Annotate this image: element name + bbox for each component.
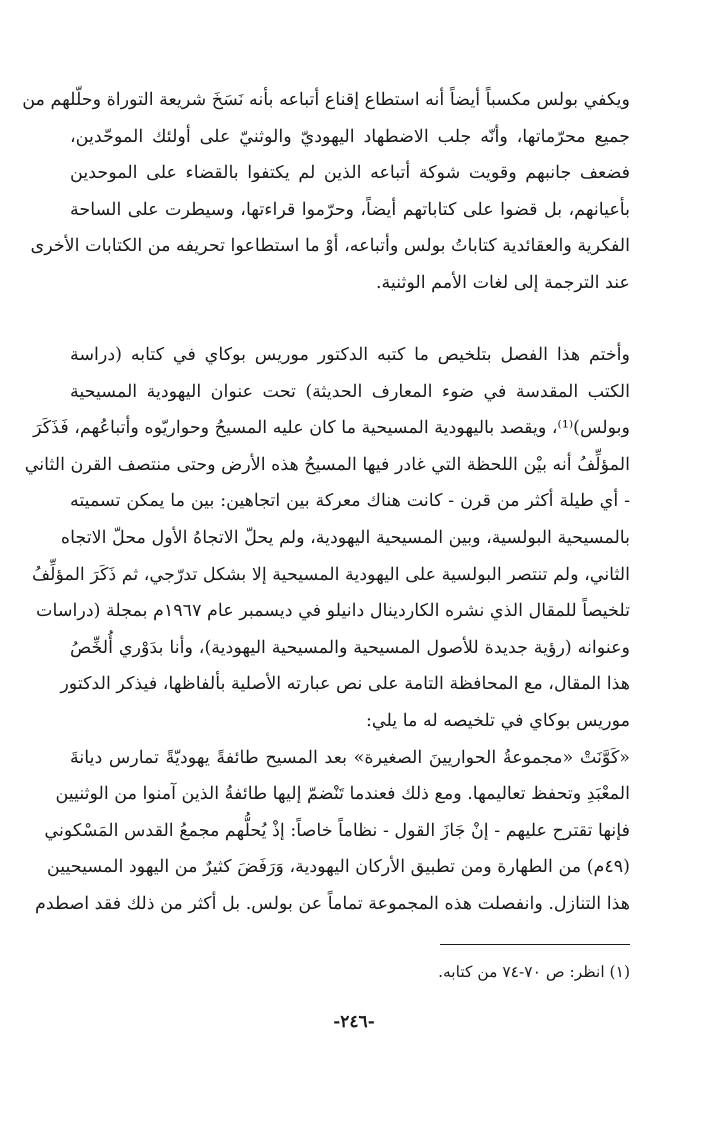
quote-line: فإنها تقترح عليهم - إنْ جَازَ القول - نظاماً خاصاً: إذْ يُحلُّهم مجمعُ القدس المَسْكوني [44,820,630,841]
paragraph-line: جميع محرّماتها، وأنّه جلب الاضطهاد اليهوديّ والوثنيّ على أولئك الموحّدين، [70,126,630,147]
paragraph-line: وعنوانه (رؤية جديدة للأصول المسيحية والمسيحية اليهودية)، وأنا بدَوْري أُلخِّصُ [70,637,630,658]
paragraph-line: بأعيانهم، بل قضوا على كتاباتهم أيضاً، وحرّموا قراءتها، وسيطرت على الساحة [70,199,630,220]
paragraph-line: موريس بوكاي في تلخيصه له ما يلي: [365,710,630,731]
quote-line: «كَوَّنَتْ «مجموعةُ الحواريينَ الصغيرة» بعد المسيح طائفةً يهوديّةً تمارس ديانةَ [70,747,630,768]
quote-line: هذا التنازل. وانفصلت هذه المجموعة تماماً عن بولس. بل أكثر من ذلك فقد اصطدم [35,893,630,914]
paragraph-line: بالمسيحية البولسية، وبين المسيحية اليهودية، ولم يحلّ الاتجاهُ الأول محلّ الاتجاه [60,527,630,548]
quote-line: (٤٩م) من الطهارة ومن تطبيق الأركان اليهودية، وَرَفَضَ كثيرٌ من اليهود المسيحيين [46,857,630,878]
paragraph-line: وبولس)⁽¹⁾، ويقصد باليهودية المسيحية ما كان عليه المسيحُ وحواريّوه وأتباعُهم، فَذَكَرَ [33,418,630,439]
footnote: (١) انظر: ص ٧٠-٧٤ من كتابه. [438,963,630,981]
paragraph-line: وأختم هذا الفصل بتلخيص ما كتبه الدكتور موريس بوكاي في كتابه (دراسة [70,345,630,365]
paragraph-2 [24,337,630,923]
paragraph-line: هذا المقال، مع المحافظة التامة على نص عبارته الأصلية بألفاظها، فيذكر الدكتور [60,674,630,695]
paragraph-line: الكتب المقدسة في ضوء المعارف الحديثة) تحت عنوان اليهودية المسيحية [70,381,630,402]
paragraph-line: - أي طيلة أكثر من قرن - كانت هناك معركة بين اتجاهين: بين ما يمكن تسميته [70,491,630,512]
quote-line: المعْبَدِ وتحفظ تعاليمها. ومع ذلك فعندما تَنْضمّ إليها طائفةُ الذين آمنوا من الوثنيين [55,784,630,805]
paragraph-line: الثاني، ولم تنتصر البولسية على اليهودية المسيحية إلا بشكل تدرّجي، ثم ذَكَرَ المؤلِّفُ [32,564,630,585]
paragraph-1 [22,82,630,302]
paragraph-line: عند الترجمة إلى لغات الأمم الوثنية. [375,272,630,293]
paragraph-line: الفكرية والعقائدية كتاباتُ بولس وأتباعه، أوْ ما استطاعوا تحريفه من الكتابات الأخرى [30,236,630,257]
paragraph-line: فضعف جانبهم وقويت شوكة أتباعه الذين لم يكتفوا بالقضاء على الموحدين [70,163,630,184]
paragraph-line: ويكفي بولس مكسباً أيضاً أنه استطاع إقناع أتباعه بأنه نَسَخَ شريعة التوراة وحلّلهم من [22,90,630,110]
paragraph-line: المؤلِّفُ أنه بيْن اللحظة التي غادر فيها المسيحُ هذه الأرض وحتى منتصف القرن الثاني [24,454,630,475]
footnote-divider [440,944,630,945]
page-number: -٢٤٦- [333,1012,375,1032]
paragraph-line: تلخيصاً للمقال الذي نشره الكاردينال دانيلو في ديسمبر عام ١٩٦٧م بمجلة (دراسات [36,601,630,622]
